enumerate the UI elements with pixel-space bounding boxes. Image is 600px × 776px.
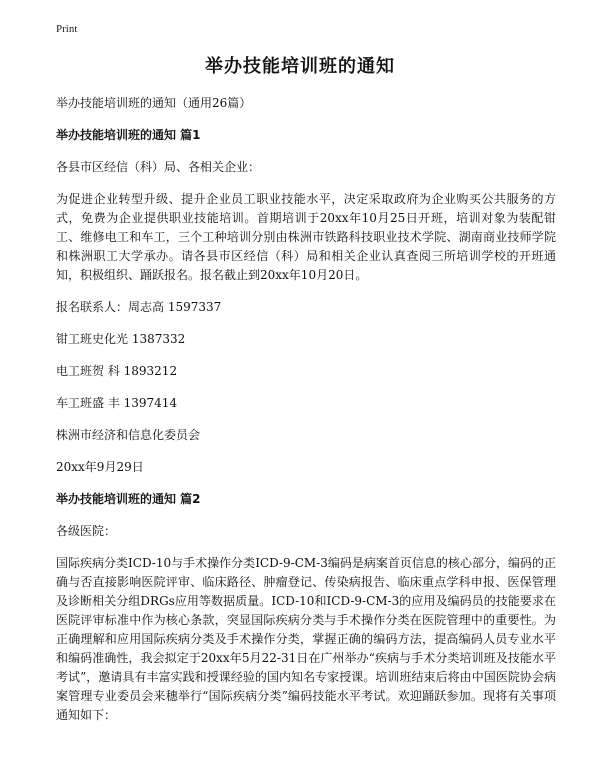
contact-line: 车工班盛 丰 1397414	[56, 396, 178, 410]
contact-line: 电工班贺 科 1893212	[56, 364, 178, 378]
salutation-2: 各级医院：	[56, 524, 117, 538]
print-link[interactable]: Print	[56, 23, 78, 35]
section-heading-2: 举办技能培训班的通知 篇2	[56, 492, 201, 506]
section-heading-1: 举办技能培训班的通知 篇1	[56, 128, 201, 142]
contact-line: 钳工班史化光 1387332	[56, 332, 186, 346]
contact-line: 报名联系人：周志高 1597337	[56, 300, 222, 314]
page-title: 举办技能培训班的通知	[205, 56, 395, 77]
signature: 株洲市经济和信息化委员会	[56, 428, 201, 442]
document-subtitle: 举办技能培训班的通知（通用26篇）	[56, 96, 252, 110]
document-content	[56, 94, 556, 738]
date: 20xx年9月29日	[56, 460, 144, 474]
body-paragraph-2: 国际疾病分类ICD-10与手术操作分类ICD-9-CM-3编码是病案首页信息的核心部分，编码的正确与否直接影响医院评审、临床路径、肿瘤登记、传染病报告、临床重点学科申报、医保管理及诊断相关分组DRGs应用等数据质量。ICD-10和ICD-9-CM-3的应用及编码员的技能要求在医院评审标准中作为核心条款，突显国际疾病分类与手术操作分类在医院管理中的重要性。为正确理解和应用国际疾病分类及手术操作分类，掌握正确的编码方法，提高编码人员专业水平和编码准确性，我会拟定于20xx年5月22-31日在广州举办“疾病与手术分类培训班及技能水平考试”，邀请具有丰富实践和授课经验的国内知名专家授课。培训班结束后将由中国医院协会病案管理专业委员会来穗举行“国际疾病分类”编码技能水平考试。欢迎踊跃参加。现将有关事项通知如下：	[56, 556, 556, 722]
salutation-1: 各县市区经信（科）局、各相关企业：	[56, 160, 261, 174]
body-paragraph-1: 为促进企业转型升级、提升企业员工职业技能水平，决定采取政府为企业购买公共服务的方式，免费为企业提供职业技能培训。首期培训于20xx年10月25日开班，培训对象为装配钳工、维修电工和车工，三个工种培训分别由株洲市铁路科技职业技术学院、湖南商业技师学院和株洲职工大学承办。请各县市区经信（科）局和相关企业认真查阅三所培训学校的开班通知，积极组织、踊跃报名。报名截止到20xx年10月20日。	[56, 192, 556, 282]
